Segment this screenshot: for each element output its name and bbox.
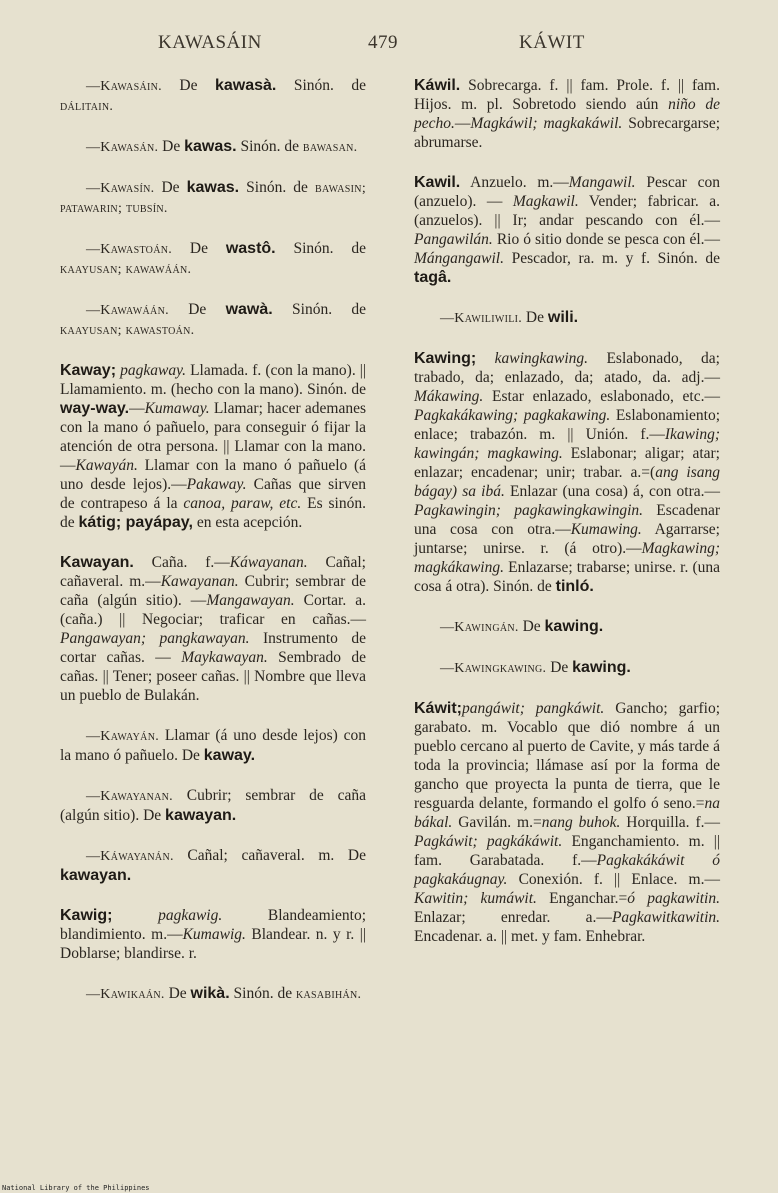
derived-form: —Kawawáán. bbox=[86, 303, 169, 318]
headword: Kawil. bbox=[414, 174, 461, 191]
dictionary-entry bbox=[60, 76, 366, 116]
definition-text: Escadenar una cosa con otra.— bbox=[414, 502, 720, 538]
headword: kawas. bbox=[184, 138, 237, 155]
definition-text: Sinón. de bbox=[275, 240, 367, 257]
definition-text: Gavilán. m.= bbox=[452, 814, 542, 831]
definition-text: Sobrecarga. f. || fam. Prole. f. || fam. Hijos. m. pl. Sobretodo siendo aún bbox=[414, 77, 720, 113]
definition-text: Pescar con (anzuelo). — bbox=[414, 174, 720, 210]
dictionary-entry bbox=[414, 349, 720, 596]
derived-form: —Kawasáin. bbox=[86, 79, 162, 94]
tagalog-form: ang isang bágay) sa ibá. bbox=[414, 464, 721, 500]
tagalog-form: Mángangawil. bbox=[414, 250, 504, 267]
tagalog-form: Pagkawitkawitin. bbox=[611, 909, 720, 926]
definition-text: Cubrir; sembrar de caña (algún sitio). De bbox=[60, 787, 366, 824]
tagalog-form: Maykawayan. bbox=[181, 649, 268, 666]
headword: tagâ. bbox=[414, 269, 452, 286]
definition-text: Llamar; hacer ademanes con la mano ó pañuelo, para conseguir ó fijar la atención de otra persona. || Llamar con la mano. — bbox=[60, 400, 366, 474]
definition-text: Llamada. f. (con la mano). || Llamamiento. m. (hecho con la mano). Sinón. de bbox=[60, 362, 366, 398]
definition-text: en esta acepción. bbox=[192, 514, 303, 531]
tagalog-form: Kawayán. bbox=[75, 457, 138, 474]
definition-text: Enlazar; enredar. a.— bbox=[414, 909, 612, 926]
dictionary-entry bbox=[60, 300, 366, 340]
definition-text: De bbox=[164, 985, 191, 1002]
tagalog-form: Pangawayan; pangkawayan. bbox=[60, 630, 250, 647]
definition-text: Enganchar.= bbox=[536, 890, 628, 907]
derived-form: bawasan. bbox=[302, 140, 358, 155]
tagalog-form: kawingkawing. bbox=[476, 350, 589, 367]
dictionary-entry bbox=[60, 984, 366, 1004]
tagalog-form: niño de pecho. bbox=[414, 96, 720, 132]
tagalog-form: Mákawing. bbox=[414, 388, 484, 405]
definition-text: Encadenar. a. || met. y fam. Enhebrar. bbox=[414, 928, 646, 945]
page-header bbox=[0, 32, 778, 58]
right-column bbox=[414, 76, 720, 967]
definition-text: — bbox=[454, 115, 471, 132]
header-left-guideword: KAWASÁIN bbox=[158, 32, 262, 53]
dictionary-entry bbox=[414, 699, 720, 946]
tagalog-form: nang buhok. bbox=[541, 814, 621, 831]
definition-text: Enlazarse; trabarse; unirse. r. (una cosa á otra). Sinón. de bbox=[414, 559, 720, 595]
headword: kátig; payápay, bbox=[78, 514, 193, 531]
definition-text: De bbox=[161, 77, 215, 94]
headword: wawà. bbox=[225, 301, 273, 318]
derived-form: —Kawingán. bbox=[440, 620, 519, 635]
dictionary-entry bbox=[60, 906, 366, 963]
footer-credit: National Library of the Philippines bbox=[2, 1184, 150, 1192]
definition-text: Es sinón. de bbox=[60, 495, 366, 531]
definition-text: Enganchamiento. m. || fam. Garabatada. f.— bbox=[414, 833, 721, 869]
definition-text: Instrumento de cortar cañas. — bbox=[60, 630, 366, 666]
tagalog-form: na bákal. bbox=[414, 795, 720, 831]
definition-text: Blandear. n. y r. || Doblarse; blandirse. r. bbox=[60, 926, 366, 962]
definition-text: Gancho; garfio; garabato. m. Vocablo que dió nombre á un pueblo cercano al puerto de Cavite, y más tarde á toda la provincia; llámase así por la forma de gancho que proyecta la punta de tierra, que le resguarda delante, formando el golfo ó seno.= bbox=[414, 700, 721, 812]
headword: kawing. bbox=[544, 618, 604, 635]
derived-form: —Kawikaán. bbox=[86, 987, 165, 1002]
tagalog-form: Mangawil. bbox=[568, 174, 636, 191]
definition-text: Anzuelo. m.— bbox=[460, 174, 569, 191]
derived-form: —Kawingkawing. bbox=[440, 661, 547, 676]
definition-text: Eslabonado, da; trabado, da; enlazado, da; atado, da. adj.— bbox=[414, 350, 720, 386]
tagalog-form: Mangawayan. bbox=[206, 592, 295, 609]
definition-text: Enlazar (una cosa) á, con otra.— bbox=[504, 483, 720, 500]
definition-text: Eslabonamiento; enlace; trabazón. m. || Unión. f.— bbox=[414, 407, 720, 443]
derived-form: —Kawiliwili. bbox=[440, 311, 523, 326]
dictionary-entry bbox=[60, 846, 366, 885]
tagalog-form: canoa, paraw, etc. bbox=[183, 495, 302, 512]
tagalog-form: Pagkáwit; pagkákáwit. bbox=[414, 833, 563, 850]
definition-text: Caña. f.— bbox=[133, 554, 230, 571]
definition-text: Agarrarse; juntarse; unirse. r. (á otro).— bbox=[414, 521, 720, 557]
headword: wastô. bbox=[225, 240, 276, 257]
tagalog-form: Kumaway. bbox=[144, 400, 210, 417]
definition-text: Blandeamiento; blandimiento. m.— bbox=[60, 907, 366, 943]
headword: Káwit; bbox=[414, 700, 462, 717]
definition-text: Cañal; cañaveral. m. De bbox=[173, 847, 366, 864]
definition-text: Llamar (á uno desde lejos) con la mano ó pañuelo. De bbox=[60, 727, 366, 764]
tagalog-form: Pagkakákawing; pagkakawing. bbox=[414, 407, 611, 424]
definition-text: — bbox=[129, 400, 145, 417]
headword: Káwil. bbox=[414, 77, 461, 94]
definition-text: Cañal; cañaveral. m.— bbox=[60, 554, 366, 590]
tagalog-form: pagkaway. bbox=[116, 362, 186, 379]
headword: tinló. bbox=[555, 578, 594, 595]
derived-form: kaayusan; kawawáán. bbox=[60, 262, 192, 277]
headword: kaway. bbox=[203, 747, 256, 764]
definition-text: De bbox=[172, 240, 226, 257]
headword: kawayan. bbox=[165, 807, 237, 824]
derived-form: —Kawayán. bbox=[86, 729, 160, 744]
tagalog-form: Ikawing; kawingán; magkawing. bbox=[414, 426, 720, 462]
definition-text: Sinón. de bbox=[229, 985, 296, 1002]
definition-text: De bbox=[168, 301, 226, 318]
dictionary-entry bbox=[414, 76, 720, 152]
definition-text: De bbox=[154, 179, 187, 196]
headword: Kawayan. bbox=[60, 554, 134, 571]
derived-form: kaayusan; kawastoán. bbox=[60, 323, 195, 338]
header-right-guideword: KÁWIT bbox=[519, 32, 585, 53]
derived-form: —Kawasán. bbox=[86, 140, 159, 155]
definition-text: De bbox=[158, 138, 185, 155]
tagalog-form: ó pagkawitin. bbox=[627, 890, 720, 907]
tagalog-form: pagkawig. bbox=[112, 907, 223, 924]
tagalog-form: Pakaway. bbox=[186, 476, 247, 493]
tagalog-form: Pagkawingin; pagkawingkawingin. bbox=[414, 502, 643, 519]
headword: Kawig; bbox=[60, 907, 113, 924]
derived-form: bawasin; patawarin; tubsín. bbox=[60, 181, 367, 216]
headword: kawayan. bbox=[60, 867, 132, 884]
headword: kawing. bbox=[572, 659, 631, 676]
derived-form: —Káwayanán. bbox=[86, 849, 174, 864]
dictionary-entry bbox=[414, 617, 720, 637]
dictionary-entry bbox=[60, 361, 366, 532]
tagalog-form: Káwayanan. bbox=[229, 554, 308, 571]
definition-text: Vender; fabricar. a. (anzuelos). || Ir; andar pescando con él.— bbox=[414, 193, 720, 229]
definition-text: Cubrir; sembrar de caña (algún sitio). — bbox=[60, 573, 366, 609]
dictionary-entry bbox=[60, 786, 366, 825]
definition-text: Cañas que sirven de contrapeso á la bbox=[60, 476, 367, 512]
definition-text: Sembrado de cañas. || Tener; poseer cañas. || Nombre que lleva un pueblo de Bulakán. bbox=[60, 649, 367, 704]
definition-text: Llamar con la mano ó pañuelo (á uno desde lejos).— bbox=[60, 457, 366, 493]
definition-text: Sinón. de bbox=[236, 138, 303, 155]
tagalog-form: pangáwit; pangkáwit. bbox=[462, 700, 605, 717]
dictionary-entry bbox=[60, 178, 366, 218]
tagalog-form: Pangawilán. bbox=[414, 231, 493, 248]
definition-text: Horquilla. f.— bbox=[620, 814, 720, 831]
tagalog-form: Kawayanan. bbox=[160, 573, 239, 590]
dictionary-entry bbox=[60, 239, 366, 279]
headword: kawasà. bbox=[214, 77, 277, 94]
derived-form: —Kawastoán. bbox=[86, 242, 173, 257]
tagalog-form: Kawitin; kumáwit. bbox=[414, 890, 537, 907]
definition-text: De bbox=[522, 309, 548, 326]
headword: Kaway; bbox=[60, 362, 117, 379]
definition-text: De bbox=[546, 659, 573, 676]
definition-text: Pescador, ra. m. y f. Sinón. de bbox=[504, 250, 720, 267]
headword: wili. bbox=[547, 309, 579, 326]
page-number: 479 bbox=[368, 32, 398, 53]
tagalog-form: Pagkakákáwit ó pagkakáugnay. bbox=[414, 852, 720, 888]
dictionary-entry bbox=[60, 726, 366, 765]
headword: wikà. bbox=[190, 985, 230, 1002]
definition-text: De bbox=[518, 618, 545, 635]
definition-text: Sobrecargarse; abrumarse. bbox=[414, 115, 721, 151]
definition-text: Eslabonar; aligar; atar; enlazar; encadenar; unir; trabar. a.=( bbox=[414, 445, 720, 481]
definition-text: Estar enlazado, eslabonado, etc.— bbox=[483, 388, 720, 405]
tagalog-form: Kumawing. bbox=[570, 521, 642, 538]
derived-form: kasabihán. bbox=[295, 987, 362, 1002]
definition-text: Cortar. a. (caña.) || Negociar; traficar en cañas.— bbox=[60, 592, 367, 628]
definition-text: Sinón. de bbox=[239, 179, 315, 196]
definition-text: Rio ó sitio donde se pesca con él.— bbox=[492, 231, 720, 248]
derived-form: —Kawasín. bbox=[86, 181, 155, 196]
definition-text: Conexión. f. || Enlace. m.— bbox=[507, 871, 720, 888]
headword: kawas. bbox=[186, 179, 240, 196]
tagalog-form: Magkawing; magkákawing. bbox=[414, 540, 720, 576]
definition-text: Sinón. de bbox=[276, 77, 367, 94]
dictionary-entry bbox=[414, 173, 720, 287]
left-column bbox=[60, 76, 366, 1025]
headword: Kawing; bbox=[414, 350, 477, 367]
dictionary-entry bbox=[414, 308, 720, 328]
tagalog-form: Kumawig. bbox=[182, 926, 246, 943]
dictionary-entry bbox=[414, 658, 720, 678]
derived-form: —Kawayanan. bbox=[86, 789, 173, 804]
tagalog-form: Magkáwil; magkakáwil. bbox=[470, 115, 623, 132]
headword: way-way. bbox=[60, 400, 130, 417]
definition-text: Sinón. de bbox=[272, 301, 367, 318]
dictionary-entry bbox=[60, 553, 366, 705]
dictionary-entry bbox=[60, 137, 366, 157]
tagalog-form: Magkawil. bbox=[512, 193, 579, 210]
derived-form: dálitain. bbox=[60, 99, 114, 114]
